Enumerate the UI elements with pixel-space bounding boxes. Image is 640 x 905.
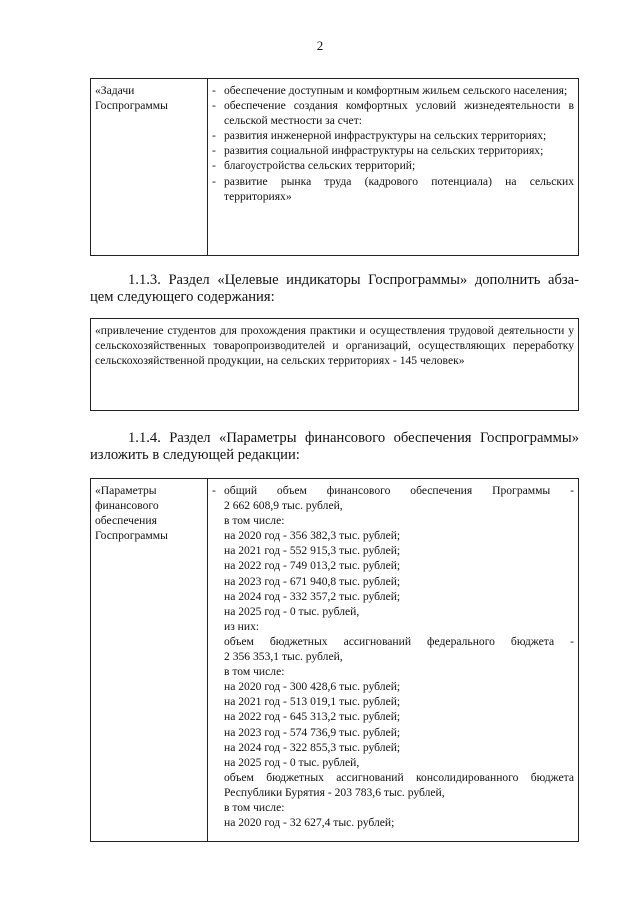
- including-label: в том числе:: [224, 800, 285, 814]
- year-line: на 2021 год - 552 915,3 тыс. рублей;: [224, 544, 401, 558]
- year-line: на 2022 год - 645 313,2 тыс. рублей;: [224, 710, 401, 724]
- list-item: - развития инженерной инфраструктуры на сельских территориях;: [212, 129, 547, 143]
- paragraph-1-1-4: 1.1.4. Раздел «Параметры финансового обеспечения Госпрограммы» изложить в следующей редакции:: [90, 430, 579, 463]
- paragraph-1-1-3: 1.1.3. Раздел «Целевые индикаторы Госпрограммы» дополнить абза- цем следующего содержания:: [90, 272, 579, 305]
- tasks-table: [90, 78, 579, 256]
- finance-content: - общий объем финансового обеспечения Программы - 2 662 608,9 тыс. рублей, в том числе: на 2020 год - 356 382,3 тыс. рублей; на 2021 год - 552 915,3 тыс. рублей; на 2022 год - 749 013,2 тыс. рублей; на 2023 год - 671 940,8 тыс. рублей; на 2024 год - 332 357,2 тыс. рублей; на 2025 год - 0 тыс. рублей, из них: объем бюджетных ассигнований федерального бюджета - 2 356 353,1 тыс. рублей, в том числе: на 2020 год - 300 428,6 тыс. рублей; на 2021 год - 513 019,1 тыс. рублей; на 2022 год - 645 313,2 тыс. рублей; на 2023 год - 574 736,9 тыс. рублей; на 2024 год - 322 855,3 тыс. рублей; на 2025 год - 0 тыс. рублей, объем бюджетных ассигнований консолидированного бюджета Республики Бурятия - 203 783,6 тыс. рублей, в том числе: на 2020 год - 32 627,4 тыс. рублей;: [208, 479, 579, 842]
- year-line: на 2022 год - 749 013,2 тыс. рублей;: [224, 559, 401, 573]
- consolidated-value: Республики Бурятия - 203 783,6 тыс. рублей,: [224, 785, 445, 799]
- list-item: - развитие рынка труда (кадрового потенциала) на сельских территориях»: [212, 174, 574, 203]
- indicator-cell: [91, 319, 579, 411]
- year-line: на 2025 год - 0 тыс. рублей,: [224, 755, 360, 769]
- year-line: на 2023 год - 574 736,9 тыс. рублей;: [224, 725, 401, 739]
- list-item: - обеспечение создания комфортных условий жизнедеятельности в сельской местности за счет:: [212, 99, 574, 128]
- list-item: - обеспечение доступным и комфортным жильем сельского населения;: [212, 84, 568, 97]
- total-line: общий объем финансового обеспечения Программы -: [224, 484, 574, 497]
- year-line: на 2020 год - 356 382,3 тыс. рублей;: [224, 529, 401, 543]
- list-item: - развития социальной инфраструктуры на сельских территориях;: [212, 144, 544, 158]
- federal-value: 2 356 353,1 тыс. рублей,: [224, 650, 343, 664]
- year-line: на 2021 год - 513 019,1 тыс. рублей;: [224, 695, 401, 709]
- page-number: 2: [316, 38, 324, 53]
- indicator-table: [90, 318, 579, 411]
- year-line: на 2025 год - 0 тыс. рублей,: [224, 604, 360, 618]
- including-label: в том числе:: [224, 514, 285, 528]
- year-line: на 2024 год - 332 357,2 тыс. рублей;: [224, 589, 401, 603]
- tasks-label: «Задачи Госпрограммы: [91, 79, 208, 256]
- total-value: 2 662 608,9 тыс. рублей,: [224, 499, 343, 513]
- year-line: на 2024 год - 322 855,3 тыс. рублей;: [224, 740, 401, 754]
- of-them-label: из них:: [224, 619, 260, 633]
- list-item: - благоустройства сельских территорий;: [212, 159, 416, 173]
- federal-line: объем бюджетных ассигнований федерального бюджета -: [224, 634, 574, 648]
- year-line: на 2023 год - 671 940,8 тыс. рублей;: [224, 574, 401, 588]
- consolidated-line: объем бюджетных ассигнований консолидированного бюджета: [224, 770, 574, 784]
- tasks-list: [208, 79, 579, 256]
- year-line: на 2020 год - 32 627,4 тыс. рублей;: [224, 816, 395, 830]
- year-line: на 2020 год - 300 428,6 тыс. рублей;: [224, 680, 401, 694]
- indicator-text: «привлечение студентов для прохождения практики и осуществления трудовой деятельности у сельскохозяйственных товаропроизводителей и организаций, осуществляющих переработку сельскохозяйственной продукции, на сельских территориях - 145 человек»: [95, 324, 574, 368]
- including-label: в том числе:: [224, 665, 285, 679]
- finance-table: [90, 478, 579, 842]
- finance-label: «Параметры финансового обеспечения Госпрограммы: [91, 479, 208, 842]
